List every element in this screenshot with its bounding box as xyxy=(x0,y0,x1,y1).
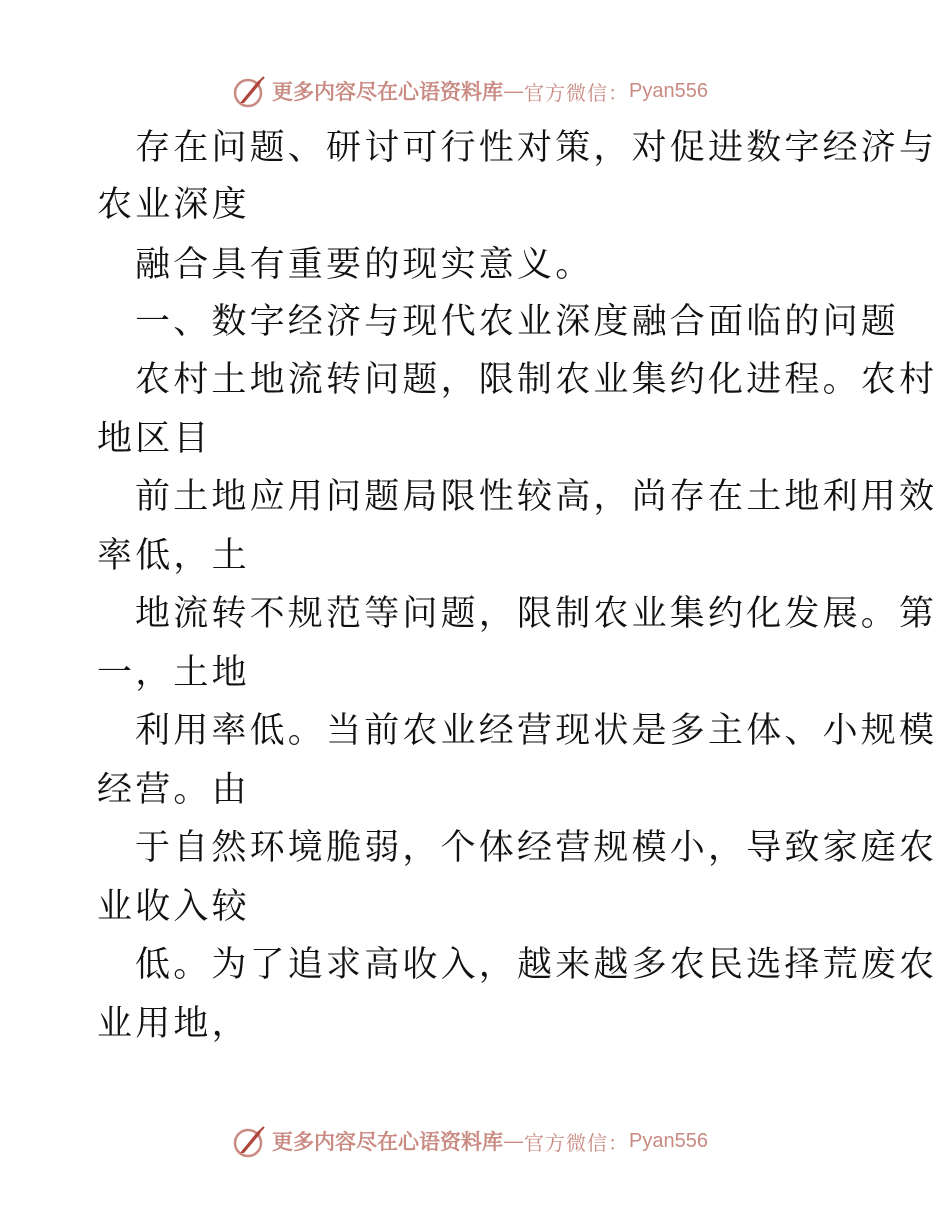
watermark-separator: — xyxy=(503,79,525,103)
quill-pen-logo-icon xyxy=(232,73,268,109)
paragraph-line: 经营。由 xyxy=(97,770,250,810)
paragraph-line: 前土地应用问题局限性较高，尚存在土地利用效 xyxy=(135,477,938,517)
header-watermark xyxy=(0,71,950,111)
section-heading: 一、数字经济与现代农业深度融合面临的问题 xyxy=(135,302,900,342)
quill-pen-logo-icon xyxy=(232,1123,268,1159)
paragraph-line: 业用地， xyxy=(97,1004,250,1044)
watermark-separator: — xyxy=(503,1129,525,1153)
paragraph-line: 于自然环境脆弱，个体经营规模小，导致家庭农 xyxy=(135,828,938,868)
paragraph-line: 农业深度 xyxy=(97,185,250,225)
footer-watermark xyxy=(0,1121,950,1161)
paragraph-line: 融合具有重要的现实意义。 xyxy=(135,245,594,285)
watermark-brand: 更多内容尽在心语资料库 xyxy=(272,79,504,104)
watermark-wechat-id: Pyan556 xyxy=(629,1129,708,1152)
paragraph-line: 业收入较 xyxy=(97,887,250,927)
paragraph-line: 利用率低。当前农业经营现状是多主体、小规模 xyxy=(135,711,938,751)
paragraph-line: 存在问题、研讨可行性对策，对促进数字经济与 xyxy=(135,128,938,168)
paragraph-line: 低。为了追求高收入，越来越多农民选择荒废农 xyxy=(135,945,938,985)
paragraph-line: 农村土地流转问题，限制农业集约化进程。农村 xyxy=(135,360,938,400)
watermark-brand: 更多内容尽在心语资料库 xyxy=(272,1129,504,1154)
paragraph-line: 一，土地 xyxy=(97,653,250,693)
watermark-contact-label: 官方微信： xyxy=(524,1130,630,1155)
watermark-contact-label: 官方微信： xyxy=(524,80,630,105)
paragraph-line: 地流转不规范等问题，限制农业集约化发展。第 xyxy=(135,594,938,634)
watermark-wechat-id: Pyan556 xyxy=(629,79,708,102)
paragraph-line: 率低，土 xyxy=(97,536,250,576)
paragraph-line: 地区目 xyxy=(97,419,212,459)
